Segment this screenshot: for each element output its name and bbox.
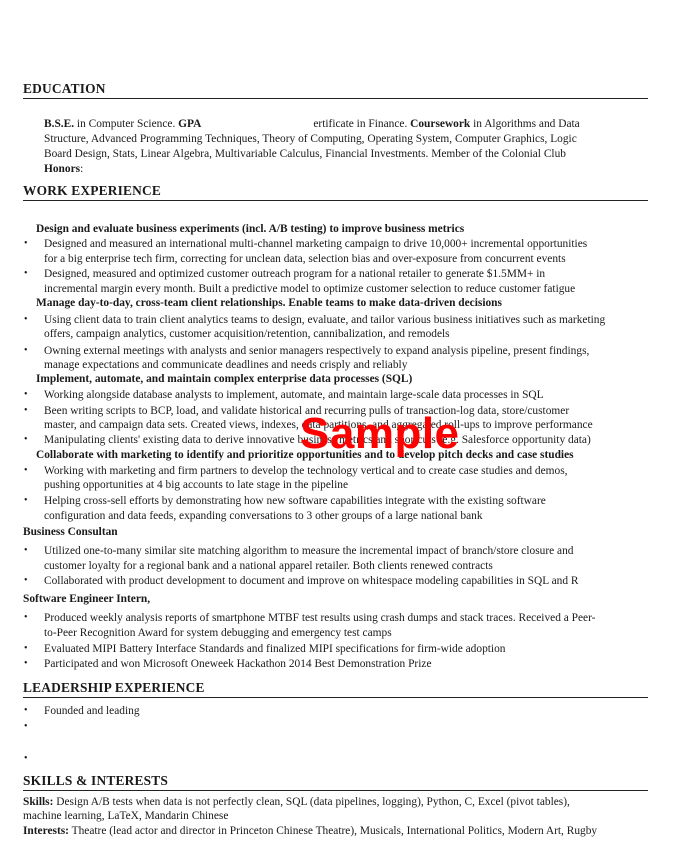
section-rule [23, 790, 648, 791]
section-rule [23, 697, 648, 698]
gpa-label: GPA [178, 118, 202, 130]
bullet-text: Owning external meetings with analysts and senior managers respectively to expand analysis pipeline, present findings, [44, 345, 590, 357]
education-text: in Computer Science. [74, 118, 179, 130]
bullet-text: pushing opportunities at 4 big accounts to late stage in the pipeline [44, 479, 349, 491]
bullet-text: Utilized one-to-many similar site matching algorithm to measure the incremental impact of branch/store closure and [44, 545, 574, 557]
bullet-icon: • [24, 434, 28, 445]
honors-line [44, 162, 83, 176]
bullet-text: Designed, measured and optimized customer outreach program for a national retailer to generate $1.5MM+ in [44, 268, 546, 280]
bullet-text: Using client data to train client analytics teams to design, evaluate, and tailor various business initiatives such as marketing [44, 314, 606, 326]
interests-line [23, 824, 597, 838]
bullet-icon: • [24, 238, 28, 249]
interests-text: Theatre (lead actor and director in Princeton Chinese Theatre), Musicals, International Politics, Modern Art, Rugby [68, 825, 598, 837]
bullet-icon: • [24, 643, 28, 654]
bullet-icon: • [24, 345, 28, 356]
section-rule [23, 98, 648, 99]
bullet-text: Working alongside database analysts to implement, automate, and maintain large-scale data processes in SQL [44, 389, 544, 401]
bullet-text: Manipulating clients' existing data to derive innovative business metrics and shortcuts (e.g. Salesforce opportunity data) [44, 434, 591, 446]
section-title-work: WORK EXPERIENCE [23, 183, 162, 198]
degree: B.S.E. [44, 118, 75, 130]
bullet-text: Produced weekly analysis reports of smartphone MTBF test results using crash dumps and stack traces. Received a Peer- [44, 612, 596, 624]
subheading: Collaborate with marketing to identify and prioritize opportunities and to develop pitch decks and case studies [36, 449, 574, 461]
honors-colon: : [80, 163, 84, 175]
bullet-text: Been writing scripts to BCP, load, and validate historical and recurring pulls of transaction-log data, store/customer [44, 405, 570, 417]
bullet-text: Participated and won Microsoft Oneweek Hackathon 2014 Best Demonstration Prize [44, 658, 432, 670]
sample-watermark: Sample [300, 409, 460, 458]
education-text: in Algorithms and Data [470, 118, 580, 130]
skills-text: Design A/B tests when data is not perfectly clean, SQL (data pipelines, logging), Python, C, Excel (pivot tables), [53, 796, 570, 808]
bullet-icon: • [24, 314, 28, 325]
education-line-1 [44, 117, 580, 131]
bullet-text: manage expectations and communicate deadlines and needs crisply and reliably [44, 359, 408, 371]
bullet-icon: • [24, 389, 28, 400]
education-line-3: Board Design, Stats, Linear Algebra, Multivariable Calculus, Financial Investments. Member of the Colonial Club [44, 148, 566, 160]
skills-line-2: machine learning, LaTeX, Mandarin Chinese [23, 810, 229, 822]
section-title-education: EDUCATION [23, 81, 106, 96]
bullet-text: master, and campaign data sets. Created views, indexes, data partitions, and aggregated roll-ups to improve performance [44, 419, 593, 431]
bullet-text: incremental margin every month. Built a predictive model to optimize customer selection to reduce customer fatigue [44, 283, 576, 295]
bullet-icon: • [24, 705, 28, 716]
subheading: Implement, automate, and maintain complex enterprise data processes (SQL) [36, 373, 413, 385]
bullet-text: Helping cross-sell efforts by demonstrating how new software capabilities integrate with the existing software [44, 495, 546, 507]
bullet-icon: • [24, 575, 28, 586]
bullet-icon: • [24, 405, 28, 416]
subheading: Manage day-to-day, cross-team client relationships. Enable teams to make data-driven decisions [36, 297, 502, 309]
education-line-2: Structure, Advanced Programming Techniques, Theory of Computing, Operating System, Computer Graphics, Logic [44, 133, 577, 145]
bullet-icon: • [24, 545, 28, 556]
bullet-text: Designed and measured an international multi-channel marketing campaign to drive 10,000+ incremental opportunities [44, 238, 588, 250]
role-title: Software Engineer Intern, [23, 593, 151, 605]
bullet-icon: • [24, 612, 28, 623]
section-title-skills: SKILLS & INTERESTS [23, 773, 169, 788]
bullet-text: Working with marketing and firm partners to develop the technology vertical and to create case studies and demos, [44, 465, 568, 477]
bullet-text: for a big enterprise tech firm, correcting for unclean data, selection bias and over-exposure from concurrent events [44, 253, 566, 265]
bullet-icon: • [24, 658, 28, 669]
honors-label: Honors [44, 163, 81, 175]
bullet-icon: • [24, 465, 28, 476]
bullet-text: Evaluated MIPI Battery Interface Standards and finalized MIPI specifications for firm-wide adoption [44, 643, 506, 655]
coursework-label: Coursework [410, 118, 471, 130]
bullet-icon: • [24, 495, 28, 506]
section-rule [23, 200, 648, 201]
bullet-icon: • [24, 753, 28, 764]
bullet-text: configuration and data feeds, expanding conversations to 3 other groups of a large national bank [44, 510, 483, 522]
bullet-icon: • [24, 721, 28, 732]
bullet-text: to-Peer Recognition Award for system debugging and emergency test camps [44, 627, 392, 639]
bullet-text: Collaborated with product development to document and improve on whitespace modeling capabilities in SQL and R [44, 575, 579, 587]
bullet-text: customer loyalty for a regional bank and a national apparel retailer. Both clients renewed contracts [44, 560, 493, 572]
role-title: Business Consultan [23, 526, 118, 538]
bullet-icon: • [24, 268, 28, 279]
bullet-text: offers, campaign analytics, customer acquisition/retention, cannibalization, and remodels [44, 328, 450, 340]
section-title-leadership: LEADERSHIP EXPERIENCE [23, 680, 205, 695]
skills-line [23, 795, 570, 809]
skills-label: Skills: [23, 796, 54, 808]
interests-label: Interests: [23, 825, 69, 837]
subheading: Design and evaluate business experiments (incl. A/B testing) to improve business metrics [36, 223, 465, 235]
bullet-text: Founded and leading [44, 705, 140, 717]
education-text: ertificate in Finance. [313, 118, 411, 130]
